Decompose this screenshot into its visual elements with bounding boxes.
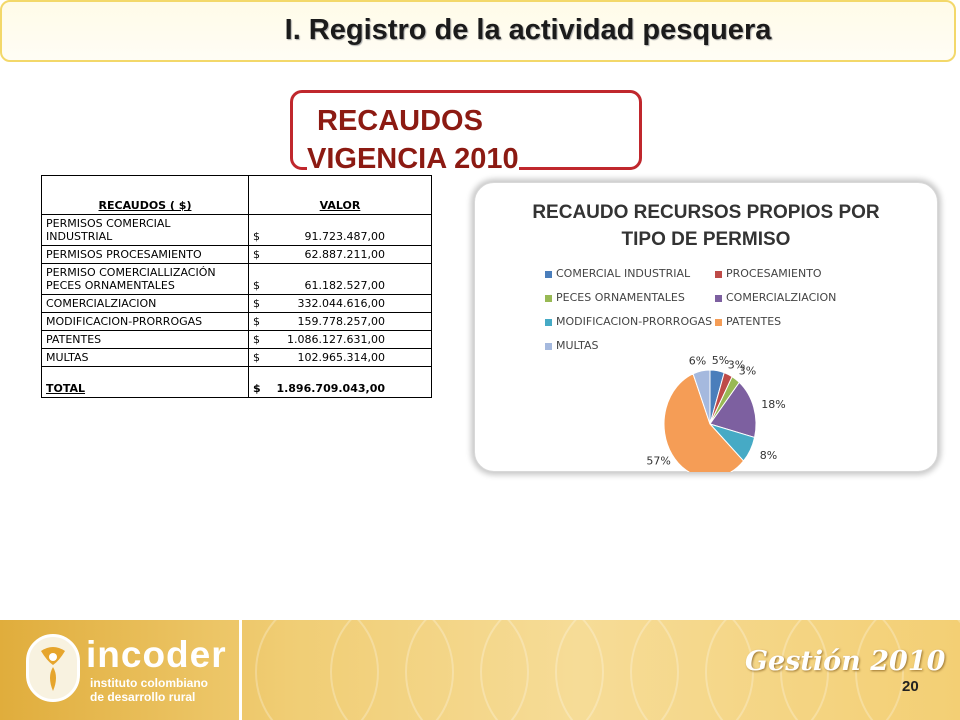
table-header-row xyxy=(42,176,432,215)
chart-title-line2: TIPO DE PERMISO xyxy=(621,229,791,250)
page-number: 20 xyxy=(902,678,919,695)
table-total-row xyxy=(42,367,432,398)
pie-label: 57% xyxy=(646,454,671,468)
total-amount: 1.896.709.043,00 xyxy=(276,382,385,395)
legend-label: PATENTES xyxy=(726,315,782,328)
currency-symbol: $ xyxy=(253,297,260,310)
row-label-line1: PERMISO COMERCIALLIZACIÓN xyxy=(46,266,216,279)
row-label: COMERCIALZIACION xyxy=(42,295,249,313)
row-value xyxy=(249,264,432,295)
recaudos-heading: RECAUDOS xyxy=(317,105,483,137)
legend-label: COMERCIALZIACION xyxy=(726,291,837,304)
header-concept: RECAUDOS ( $) xyxy=(42,176,249,215)
gestion-label: Gestión 2010 xyxy=(745,646,946,677)
row-value xyxy=(249,349,432,367)
row-value xyxy=(249,215,432,246)
row-amount: 159.778.257,00 xyxy=(297,315,385,328)
legend-label: PECES ORNAMENTALES xyxy=(556,291,685,304)
pie-label: 5% xyxy=(711,353,730,367)
recaudos-table xyxy=(41,175,432,398)
pie-label: 18% xyxy=(761,397,786,411)
row-amount: 61.182.527,00 xyxy=(304,279,385,292)
row-label-line2: INDUSTRIAL xyxy=(46,230,113,243)
row-amount: 62.887.211,00 xyxy=(304,248,385,261)
row-value xyxy=(249,246,432,264)
currency-symbol: $ xyxy=(253,230,260,243)
row-value xyxy=(249,331,432,349)
row-label: PATENTES xyxy=(42,331,249,349)
row-amount: 91.723.487,00 xyxy=(304,230,385,243)
table-row xyxy=(42,264,432,295)
row-value xyxy=(249,295,432,313)
pie-label: 8% xyxy=(759,449,778,463)
currency-symbol: $ xyxy=(253,382,261,395)
recaudos-subheading: VIGENCIA 2010 xyxy=(307,143,519,175)
currency-symbol: $ xyxy=(253,351,260,364)
row-label: PERMISOS PROCESAMIENTO xyxy=(42,246,249,264)
logo-name: incoder xyxy=(86,634,227,675)
table-row xyxy=(42,313,432,331)
recaudos-box xyxy=(290,90,642,175)
footer-banner xyxy=(0,620,960,720)
slide-title: I. Registro de la actividad pesquera xyxy=(284,14,772,46)
logo-subtitle-2: de desarrollo rural xyxy=(90,690,196,704)
table-row xyxy=(42,215,432,246)
table-row xyxy=(42,349,432,367)
row-amount: 102.965.314,00 xyxy=(297,351,385,364)
header-value: VALOR xyxy=(249,176,432,215)
table-row xyxy=(42,295,432,313)
row-label-line2: PECES ORNAMENTALES xyxy=(46,279,175,292)
pie-label: 6% xyxy=(688,354,707,368)
pie-label: 3% xyxy=(738,364,757,378)
currency-symbol: $ xyxy=(253,248,260,261)
legend-label: PROCESAMIENTO xyxy=(726,267,822,280)
legend-label: MULTAS xyxy=(556,339,599,352)
table-row xyxy=(42,331,432,349)
chart-title-line1: RECAUDO RECURSOS PROPIOS POR xyxy=(532,202,880,223)
pie-label: 3% xyxy=(727,358,746,372)
row-label-line1: PERMISOS COMERCIAL xyxy=(46,217,171,230)
logo-subtitle-1: instituto colombiano xyxy=(90,676,208,690)
incoder-logo-icon xyxy=(26,634,80,702)
currency-symbol: $ xyxy=(253,315,260,328)
total-label: TOTAL xyxy=(42,367,249,398)
table-row xyxy=(42,246,432,264)
row-label: MULTAS xyxy=(42,349,249,367)
row-label: MODIFICACION-PRORROGAS xyxy=(42,313,249,331)
footer-divider xyxy=(239,620,242,720)
row-label xyxy=(42,264,249,295)
row-value xyxy=(249,313,432,331)
currency-symbol: $ xyxy=(253,279,260,292)
row-amount: 1.086.127.631,00 xyxy=(287,333,385,346)
pie-chart xyxy=(474,182,938,472)
legend-label: MODIFICACION-PRORROGAS xyxy=(556,315,713,328)
currency-symbol: $ xyxy=(253,333,260,346)
total-value xyxy=(249,367,432,398)
row-amount: 332.044.616,00 xyxy=(297,297,385,310)
title-bar xyxy=(0,0,956,62)
row-label xyxy=(42,215,249,246)
legend-label: COMERCIAL INDUSTRIAL xyxy=(556,267,691,280)
